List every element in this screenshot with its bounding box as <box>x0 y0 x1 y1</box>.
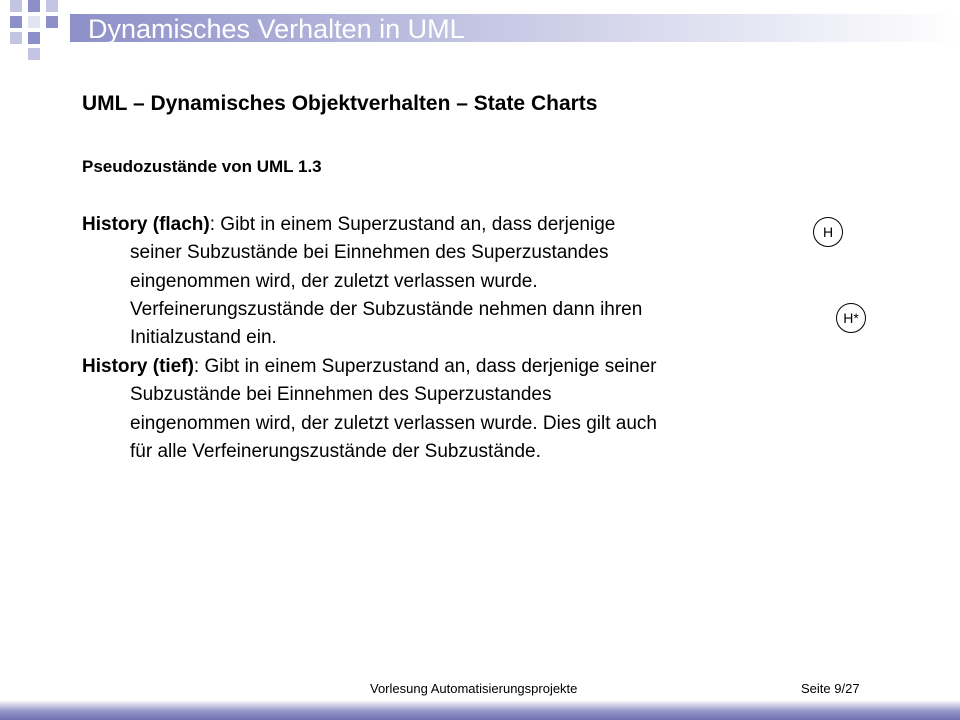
deco-square <box>10 0 22 12</box>
paragraph-line: eingenommen wird, der zuletzt verlassen wurde. Dies gilt auch <box>130 412 657 434</box>
footer-page-number: Seite 9/27 <box>801 681 860 696</box>
paragraph-line <box>82 353 822 381</box>
deco-square <box>28 16 40 28</box>
footer-course: Vorlesung Automatisierungsprojekte <box>370 681 578 696</box>
term-history-deep: History (tief) <box>82 356 194 377</box>
paragraph-line: eingenommen wird, der zuletzt verlassen wurde. <box>130 270 538 292</box>
term-history-flat: History (flach) <box>82 214 210 235</box>
deco-square <box>10 16 22 28</box>
paragraph-line: Subzustände bei Einnehmen des Superzustandes <box>130 384 552 406</box>
paragraph-line: für alle Verfeinerungszustände der Subzustände. <box>130 440 541 462</box>
history-deep-symbol: H* <box>836 303 866 333</box>
footer-band <box>0 700 960 720</box>
paragraph-history-flat <box>82 211 822 352</box>
paragraph-line: seiner Subzustände bei Einnehmen des Superzustandes <box>130 242 609 264</box>
deco-square <box>28 32 40 44</box>
paragraph-history-deep <box>82 353 822 466</box>
paragraph-line: Verfeinerungszustände der Subzustände nehmen dann ihren <box>130 298 643 320</box>
paragraph-line <box>82 211 822 239</box>
deco-square <box>46 16 58 28</box>
slide-title: Dynamisches Verhalten in UML <box>88 14 465 44</box>
slide-subheading: Pseudozustände von UML 1.3 <box>82 157 322 176</box>
paragraph-text: : Gibt in einem Superzustand an, dass derjenige <box>209 214 616 235</box>
paragraph-text: : Gibt in einem Superzustand an, dass derjenige seiner <box>193 356 657 377</box>
deco-square <box>10 32 22 44</box>
paragraph-line: Initialzustand ein. <box>130 327 277 349</box>
deco-square <box>46 0 58 12</box>
deco-square <box>28 48 40 60</box>
history-flat-symbol: H <box>813 217 843 247</box>
deco-square <box>28 0 40 12</box>
slide-heading: UML – Dynamisches Objektverhalten – State Charts <box>82 92 598 115</box>
